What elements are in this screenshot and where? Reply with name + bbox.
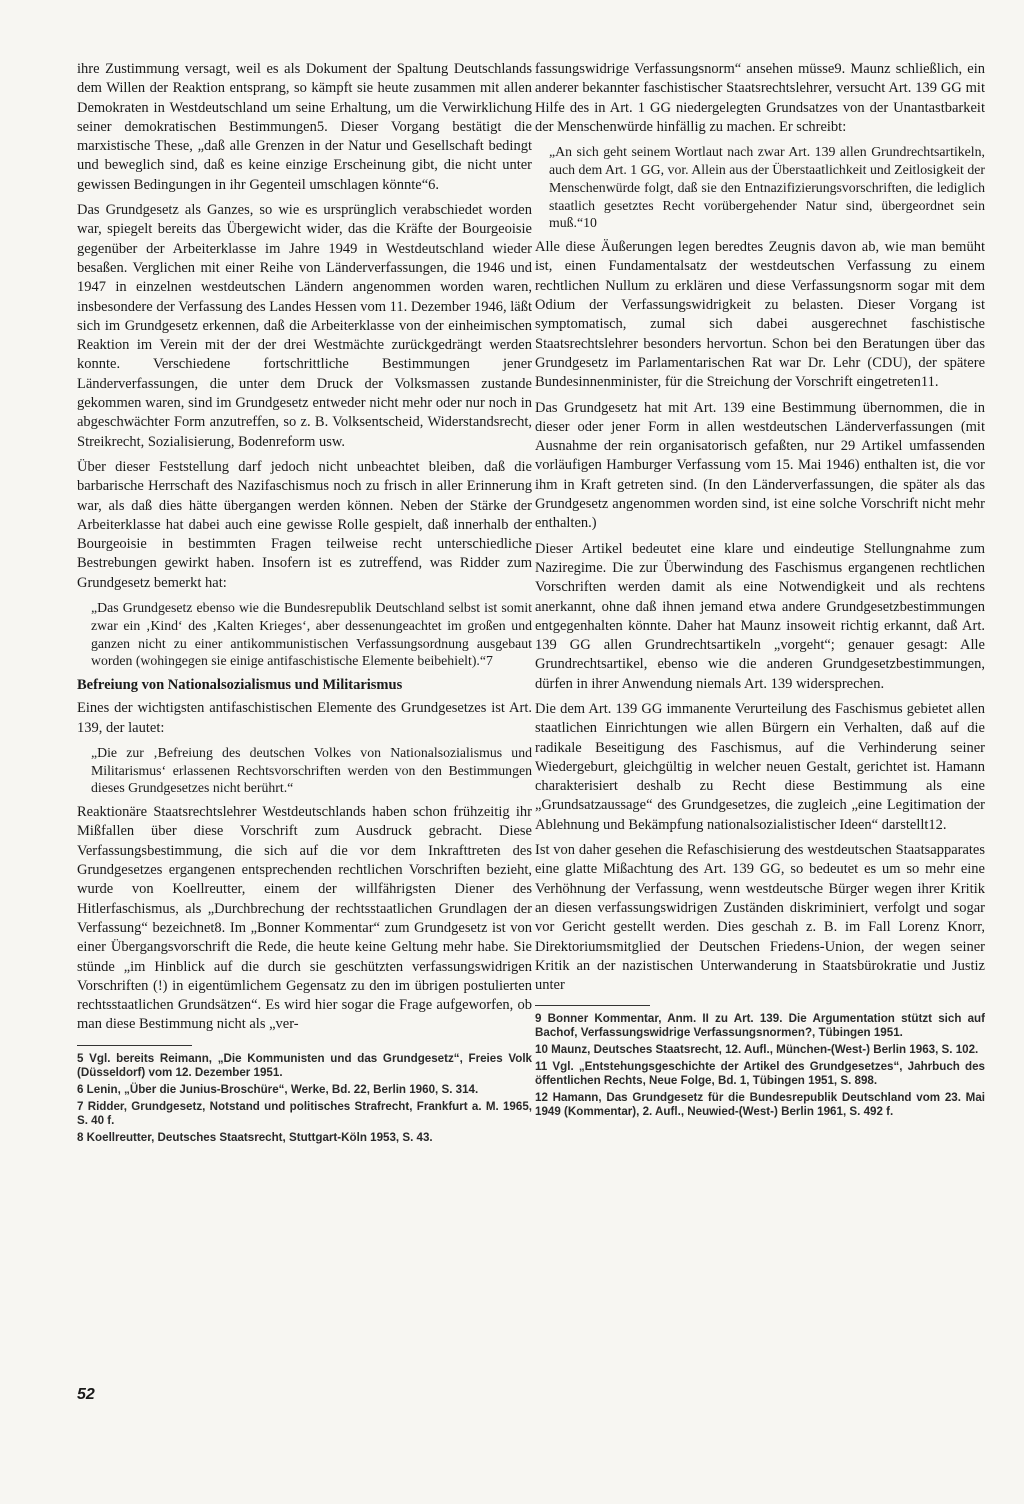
section-heading: Befreiung von Nationalsozialismus und Militarismus <box>77 677 403 694</box>
body-paragraph: fassungswidrige Verfassungsnorm“ ansehen müsse9. Maunz schließlich, ein anderer bekannter faschistischer Staatsrechtslehrer, versucht Art. 139 GG mit Hilfe des in Art. 1 GG niedergelegten Grundsatzes von der Unantastbarkeit der Menschenwürde hinfällig zu machen. Er schreibt: <box>535 61 985 135</box>
footnote: 10 Maunz, Deutsches Staatsrecht, 12. Aufl., München-(West-) Berlin 1963, S. 102. <box>535 1043 979 1057</box>
footnote: 5 Vgl. bereits Reimann, „Die Kommunisten und das Grundgesetz“, Freies Volk (Düsseldorf) vom 12. Dezember 1951. <box>77 1051 532 1079</box>
footnote: 12 Hamann, Das Grundgesetz für die Bundesrepublik Deutschland vom 23. Mai 1949 (Kommentar), 2. Aufl., Neuwied-(West-) Berlin 1961, S. 492 f. <box>535 1091 985 1119</box>
block-quote: „An sich geht seinem Wortlaut nach zwar Art. 139 allen Grundrechtsartikeln, auch dem Art. 1 GG, vor. Allein aus der Überstaatlichkeit und Zeitlosigkeit der Menschenwürde folgt, daß sie den Entnazifizierungsvorschriften, die lediglich staatlich gesetztes Recht vorübergehender Natur sind, übergeordnet sein muß.“10 <box>549 144 985 231</box>
body-paragraph: Eines der wichtigsten antifaschistischen Elemente des Grundgesetzes ist Art. 139, der lautet: <box>77 700 532 736</box>
body-paragraph: Die dem Art. 139 GG immanente Verurteilung des Faschismus gebietet allen staatlichen Einrichtungen wie allen Bürgern ein Verhalten, daß auf die radikale Beseitigung des Faschismus, auf die Verhinderung seiner Wiedergeburt, gleichgültig in welcher neuen Gestalt, gerichtet ist. Hamann charakterisiert deshalb zu Recht diese Bestimmung als eine „Grundsatzaussage“ des Grundgesetzes, die zugleich „eine Legitimation der Ablehnung und Bekämpfung nationalsozialistischer Ideen“ darstellt12. <box>535 701 985 833</box>
block-quote: „Das Grundgesetz ebenso wie die Bundesrepublik Deutschland selbst ist somit zwar ein ‚Kind‘ des ‚Kalten Krieges‘, aber dessenungeachtet im großen und ganzen nicht zu einer antikommunistischen Verfassungsordnung ausgebaut worden (wohingegen sie einige antifaschistische Elemente beibehielt).“7 <box>91 600 532 669</box>
right-column <box>535 60 985 1122</box>
body-paragraph: Ist von daher gesehen die Refaschisierung des westdeutschen Staatsapparates eine glatte Mißachtung des Art. 139 GG, so bedeutet es um so mehr eine Verhöhnung der Verfassung, wenn westdeutsche Bürger wegen ihrer Kritik an diesen verfassungswidrigen Zuständen diskriminiert, verfolgt und sogar vor Gericht gestellt werden. Dies geschah z. B. im Fall Lorenz Knorr, Direktoriumsmitglied der Deutschen Friedens-Union, der wegen seiner Kritik an der nazistischen Unterwanderung in Staatsbürokratie und Justiz unter <box>535 842 985 994</box>
footnote: 8 Koellreutter, Deutsches Staatsrecht, Stuttgart-Köln 1953, S. 43. <box>77 1130 433 1144</box>
block-quote: „Die zur ‚Befreiung des deutschen Volkes von Nationalsozialismus und Militarismus‘ erlassenen Rechtsvorschriften werden von den Bestimmungen dieses Grundgesetzes nicht berührt.“ <box>91 744 532 796</box>
footnote-divider <box>77 1045 192 1046</box>
body-paragraph: Alle diese Äußerungen legen beredtes Zeugnis davon ab, wie man bemüht ist, einen Fundamentalsatz der westdeutschen Verfassung zu einem rechtlichen Nullum zu erklären und diese Verfassungsnorm sogar mit dem Odium der Verfassungswidrigkeit zu belasten. Dieser Vorgang ist symptomatisch, zumal sich dabei ausgerechnet faschistische Staatsrechtslehrer besonders hervortun. Schon bei den Beratungen über das Grundgesetz im Parlamentarischen Rat war Dr. Lehr (CDU), der spätere Bundesinnenminister, für die Streichung der Vorschrift eingetreten11. <box>535 239 985 391</box>
body-paragraph: Reaktionäre Staatsrechtslehrer Westdeutschlands haben schon frühzeitig ihr Mißfallen über diese Vorschrift zum Ausdruck gebracht. Diese Verfassungsbestimmung, die sich auf die vor dem Inkrafttreten des Grundgesetzes ergangenen entsprechenden rechtlichen Vorschriften bezieht, wurde von Koellreutter, einem der willfährigsten Diener des Hitlerfaschismus, als „Durchbrechung der rechtsstaatlichen Grundlagen der Verfassung“ bezeichnet8. Im „Bonner Kommentar“ zum Grundgesetz ist von einer Übergangsvorschrift die Rede, die heute keine Geltung mehr habe. Sie stünde „im Hinblick auf die durch sie geschützten verfassungswidrigen Vorschriften (!) in eigentümlichem Gegensatz zu den im übrigen postulierten rechtsstaatlichen Grundsätzen“. Es wird hier sogar die Frage aufgeworfen, ob man diese Bestimmung nicht als „ver- <box>77 804 532 1033</box>
footnote: 7 Ridder, Grundgesetz, Notstand und politisches Strafrecht, Frankfurt a. M. 1965, S. 40 f. <box>77 1099 532 1127</box>
footnote: 6 Lenin, „Über die Junius-Broschüre“, Werke, Bd. 22, Berlin 1960, S. 314. <box>77 1082 479 1096</box>
left-column <box>77 60 532 1148</box>
body-paragraph: Das Grundgesetz als Ganzes, so wie es ursprünglich verabschiedet worden war, spiegelt bereits das Übergewicht wider, das die Kräfte der Bourgeoisie gegenüber der Arbeiterklasse im Jahre 1949 in Westdeutschland wieder besaßen. Verglichen mit einer Reihe von Länderverfassungen, die 1946 und 1947 in einzelnen westdeutschen Ländern angenommen worden waren, insbesondere der Verfassung des Landes Hessen vom 11. Dezember 1946, läßt sich im Grundgesetz erkennen, daß die Arbeiterklasse von der einheimischen Reaktion im Verein mit der der drei Westmächte zurückgedrängt werden konnte. Verschiedene fortschrittliche Bestimmungen jener Länderverfassungen, die unter dem Druck der Volksmassen zustande gekommen waren, sind im Grundgesetz entweder nicht mehr oder nur noch in abgeschwächter Form anzutreffen, so z. B. Volksentscheid, Widerstandsrecht, Streikrecht, Sozialisierung, Bodenreform usw. <box>77 202 533 450</box>
body-paragraph: ihre Zustimmung versagt, weil es als Dokument der Spaltung Deutschlands dem Willen der Reaktion entsprang, so kämpft sie heute zusammen mit allen Demokraten in Westdeutschland um seine Erhaltung, um die Verwirklichung seiner demokratischen Bestimmungen5. Dieser Vorgang bestätigt die marxistische These, „daß alle Grenzen in der Natur und Gesellschaft bedingt und beweglich sind, daß es keine einzige Erscheinung gibt, die nicht unter gewissen Bedingungen in ihr Gegenteil umschlagen könnte“6. <box>77 61 532 193</box>
footnote: 11 Vgl. „Entstehungsgeschichte der Artikel des Grundgesetzes“, Jahrbuch des öffentlichen Rechts, Neue Folge, Bd. 1, Tübingen 1951, S. 898. <box>535 1060 985 1088</box>
body-paragraph: Dieser Artikel bedeutet eine klare und eindeutige Stellungnahme zum Naziregime. Die zur Überwindung des Faschismus ergangenen rechtlichen Vorschriften werden damit als eine Notwendigkeit und als rechtens anerkannt, ohne daß ihnen jemand etwa andere Grundgesetzbestimmungen entgegenhalten könnte. Daher hat Maunz insoweit richtig erkannt, daß Art. 139 GG allen Grundrechtsartikeln „vorgeht“; genauer gesagt: Alle Grundrechtsartikel, ebenso wie die anderen Grundgesetzbestimmungen, dürfen in ihrer Anwendung niemals Art. 139 widersprechen. <box>535 540 985 692</box>
page-number: 52 <box>77 1386 95 1403</box>
body-paragraph: Über dieser Feststellung darf jedoch nicht unbeachtet bleiben, daß die barbarische Herrschaft des Nazifaschismus noch zu frisch in aller Erinnerung war, als daß dies hätte übergangen werden können. Neben der Stärke der Arbeiterklasse hat dabei auch eine gewisse Rolle gespielt, daß innerhalb der Bourgeoisie in bestimmten Fragen teilweise recht unterschiedliche Bestrebungen gewirkt haben. Insofern ist es zutreffend, was Ridder zum Grundgesetz bemerkt hat: <box>77 458 532 591</box>
footnote: 9 Bonner Kommentar, Anm. II zu Art. 139. Die Argumentation stützt sich auf Bachof, Verfassungswidrige Verfassungsnormen?, Tübingen 1951. <box>535 1012 985 1040</box>
footnote-divider <box>535 1005 650 1006</box>
body-paragraph: Das Grundgesetz hat mit Art. 139 eine Bestimmung übernommen, die in dieser oder jener Form in allen westdeutschen Länderverfassungen (mit Ausnahme der rein organisatorisch gefaßten, nur 29 Artikel umfassenden vorläufigen Hamburger Verfassung vom 15. Mai 1946) enthalten ist, die vor ihm in Kraft getreten sind. (In den Länderverfassungen, die später als das Grundgesetz angenommen worden sind, ist eine solche Vorschrift nicht mehr enthalten.) <box>535 399 985 532</box>
